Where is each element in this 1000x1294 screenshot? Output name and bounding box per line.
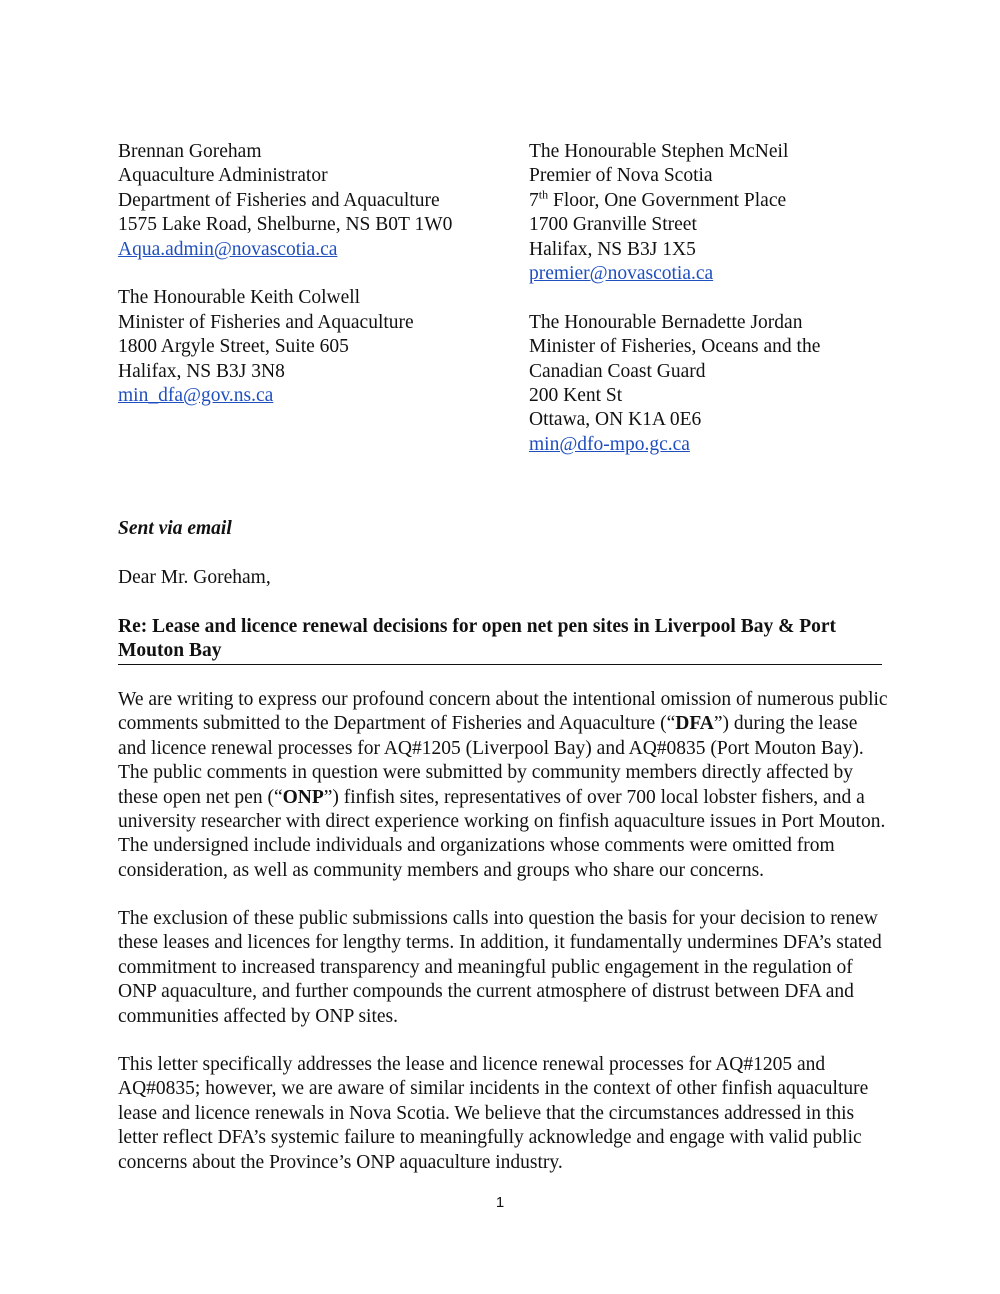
recipient-block-right <box>529 140 929 457</box>
recipient-address: 1800 Argyle Street, Suite 605 <box>118 336 349 358</box>
recipient-title: Aquaculture Administrator <box>118 165 328 187</box>
recipient-address: 1700 Granville Street <box>529 214 697 236</box>
recipient-title: Minister of Fisheries, Oceans and the <box>529 336 821 358</box>
recipient-title: Premier of Nova Scotia <box>529 165 713 187</box>
recipient-title: Canadian Coast Guard <box>529 360 706 382</box>
salutation: Dear Mr. Goreham, <box>118 567 271 588</box>
recipient-title: Minister of Fisheries and Aquaculture <box>118 311 414 333</box>
recipient-address: Ottawa, ON K1A 0E6 <box>529 409 702 431</box>
body-paragraph: We are writing to express our profound concern about the intentional omission of numerous public comments submitted to the Department of Fisheries and Aquaculture (“DFA”) during the lease and licence renewal processes for AQ#1205 (Liverpool Bay) and AQ#0835 (Port Mouton Bay). The public comments in question were submitted by community members directly affected by these open net pen (“ONP”) finfish sites, representatives of over 700 local lobster fishers, and a university researcher with direct experience working on finfish aquaculture issues in Port Mouton. The undersigned include individuals and organizations whose comments were omitted from consideration, as well as community members and groups who share our concerns. <box>118 689 888 881</box>
body-paragraph: The exclusion of these public submissions calls into question the basis for your decision to renew these leases and licences for lengthy terms. In addition, it fundamentally undermines DFA’s stated commitment to increased transparency and meaningful public engagement in the regulation of ONP aquaculture, and further compounds the current atmosphere of distrust between DFA and communities affected by ONP sites. <box>118 908 882 1027</box>
body-paragraph: This letter specifically addresses the lease and licence renewal processes for AQ#1205 and AQ#0835; however, we are aware of similar incidents in the context of other finfish aquaculture lease and licence renewals in Nova Scotia. We believe that the circumstances addressed in this letter reflect DFA’s systemic failure to meaningfully acknowledge and engage with valid public concerns about the Province’s ONP aquaculture industry. <box>118 1054 869 1173</box>
recipient-name: The Honourable Bernadette Jordan <box>529 311 803 333</box>
recipient-name: Brennan Goreham <box>118 141 262 162</box>
recipient-email-link[interactable]: min_dfa@gov.ns.ca <box>118 385 274 407</box>
recipient-address: Halifax, NS B3J 1X5 <box>529 238 696 260</box>
sent-via-note: Sent via email <box>118 518 232 539</box>
recipient-name: The Honourable Stephen McNeil <box>529 141 789 162</box>
recipient-address: 7th Floor, One Government Place <box>529 187 787 211</box>
recipient-email-link[interactable]: min@dfo-mpo.gc.ca <box>529 433 690 455</box>
recipient-address: Halifax, NS B3J 3N8 <box>118 360 285 382</box>
subject-line: Re: Lease and licence renewal decisions for open net pen sites in Liverpool Bay & Port Mouton Bay <box>118 615 882 665</box>
recipient-org: Department of Fisheries and Aquaculture <box>118 189 440 211</box>
recipient-email-link[interactable]: Aqua.admin@novascotia.ca <box>118 238 338 260</box>
page-number: 1 <box>495 1194 505 1211</box>
recipient-address: 200 Kent St <box>529 385 623 407</box>
recipient-block-left <box>118 140 518 408</box>
recipient-name: The Honourable Keith Colwell <box>118 287 361 309</box>
recipient-email-link[interactable]: premier@novascotia.ca <box>529 263 714 285</box>
recipient-address: 1575 Lake Road, Shelburne, NS B0T 1W0 <box>118 214 453 236</box>
